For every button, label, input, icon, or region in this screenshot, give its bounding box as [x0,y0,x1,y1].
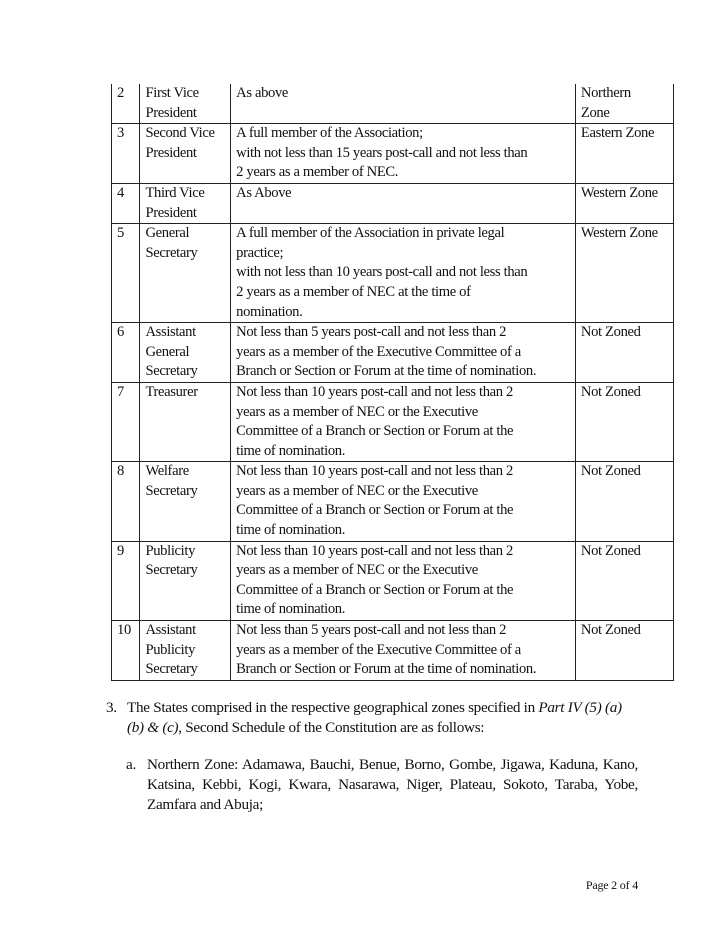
zone-cell [575,462,673,541]
zone-cell [575,541,673,620]
office-cell-line: Secretary [145,661,198,678]
northern-zone-states: Northern Zone: Adamawa, Bauchi, Benue, Borno, Gombe, Jigawa, Kaduna, Kano, Katsina, Kebbi, Kogi, Kwara, Nasarawa, Niger, Plateau, Sokoto, Taraba, Yobe, Zamfara and Abuja; [147,756,638,813]
row-number-cell: 6 [112,323,140,383]
table-row [112,462,674,541]
qualification-cell-line: with not less than 10 years post-call and not less than [236,264,528,281]
constitution-reference: Part IV (5) (a) [538,699,622,716]
row-number-cell: 5 [112,224,140,323]
zone-cell-line: Not Zoned [580,542,641,559]
list-item-text [127,698,646,738]
qualification-cell-line: time of nomination. [236,601,346,618]
zone-cell [575,183,673,223]
office-cell [140,621,231,681]
qualification-cell [231,84,576,124]
office-cell-line: Secretary [145,482,198,499]
office-cell [140,382,231,461]
row-number-cell: 2 [112,84,140,124]
qualification-cell-line: time of nomination. [236,522,346,539]
qualification-cell-line: Committee of a Branch or Section or Forum at the [236,423,514,440]
table-row [112,323,674,383]
qualification-cell-line: with not less than 15 years post-call and not less than [236,144,528,161]
office-qualification-table [111,84,674,681]
qualification-cell-line: Committee of a Branch or Section or Forum at the [236,581,514,598]
qualification-cell [231,323,576,383]
row-number-cell: 8 [112,462,140,541]
table-row [112,621,674,681]
office-cell [140,224,231,323]
table-row [112,224,674,323]
qualification-cell [231,541,576,620]
page-number: Page 2 of 4 [585,878,638,892]
qualification-cell [231,621,576,681]
zone-cell-line: Northern [580,85,631,101]
qualification-cell-line: time of nomination. [236,442,346,459]
qualification-cell-line: A full member of the Association; [236,125,423,142]
office-cell [140,323,231,383]
qualification-cell-line: Not less than 10 years post-call and not less than 2 [236,383,514,400]
office-cell-line: Secretary [145,562,198,579]
table-body [112,84,674,680]
row-number-cell: 9 [112,541,140,620]
qualification-cell-line: 2 years as a member of NEC at the time of [236,283,471,300]
qualification-cell-line: years as a member of NEC or the Executive [236,482,478,499]
zone-cell-line: Not Zoned [580,383,641,400]
office-cell-line: President [145,104,197,121]
qualification-cell [231,183,576,223]
office-cell-line: Publicity [145,542,196,559]
qualification-cell-line: Committee of a Branch or Section or Forum at the [236,502,514,519]
qualification-cell-line: years as a member of the Executive Committee of a [236,641,521,658]
office-cell-line: Secretary [145,244,198,261]
table-row [112,382,674,461]
office-cell [140,84,231,124]
item3-line-1: The States comprised in the respective geographical zones specified in Part IV (5) (a) [127,699,622,716]
zone-cell-line: Not Zoned [580,622,641,639]
office-cell-line: Treasurer [145,383,198,400]
zone-cell-line: Zone [580,104,610,121]
zone-cell [575,84,673,124]
qualification-cell-line: years as a member of NEC or the Executive [236,403,478,420]
zone-cell [575,382,673,461]
constitution-reference-cont: (b) & (c) [127,719,179,736]
office-cell-line: President [145,144,197,161]
table-row [112,124,674,184]
office-cell-line: Second Vice [145,125,215,142]
zone-cell-line: Not Zoned [580,463,641,480]
table-row [112,84,674,124]
list-item-3 [106,698,646,738]
office-cell-line: Third Vice [145,184,205,201]
sub-list-item-a [126,755,638,815]
list-marker: 3. [106,699,117,716]
office-cell-line: Publicity [145,641,196,658]
zone-cell [575,224,673,323]
qualification-cell-line: Not less than 10 years post-call and not less than 2 [236,542,514,559]
qualification-cell-line: 2 years as a member of NEC. [236,164,399,181]
office-cell-line: Secretary [145,363,198,380]
qualification-cell-line: A full member of the Association in private legal [236,225,505,242]
office-cell-line: Assistant [145,324,196,341]
office-cell [140,124,231,184]
qualification-cell-line: As above [236,85,289,101]
qualification-cell [231,224,576,323]
office-cell-line: General [145,343,190,360]
zone-cell [575,621,673,681]
office-cell-line: First Vice [145,85,199,101]
qualification-cell-line: practice; [236,244,284,261]
zone-cell-line: Eastern Zone [580,125,655,142]
office-cell-line: General [145,225,190,242]
qualification-cell-line: Branch or Section or Forum at the time of nomination. [236,363,537,380]
qualification-cell-line: nomination. [236,303,303,320]
qualification-cell-line: Not less than 5 years post-call and not less than 2 [236,324,507,341]
office-cell-line: President [145,204,197,221]
office-cell [140,462,231,541]
qualification-cell [231,462,576,541]
zone-cell [575,323,673,383]
zone-cell-line: Western Zone [580,184,658,201]
row-number-cell: 7 [112,382,140,461]
zone-cell [575,124,673,184]
item3-line-2: (b) & (c), Second Schedule of the Constitution are as follows: [127,719,485,736]
qualification-cell-line: Not less than 10 years post-call and not less than 2 [236,463,514,480]
qualification-cell-line: Branch or Section or Forum at the time of nomination. [236,661,537,678]
zone-cell-line: Western Zone [580,225,658,242]
list-marker: a. [126,756,136,773]
qualification-cell-line: As Above [236,184,292,201]
row-number-cell: 10 [112,621,140,681]
office-cell-line: Welfare [145,463,189,480]
qualification-cell-line: years as a member of the Executive Committee of a [236,343,521,360]
qualification-cell-line: Not less than 5 years post-call and not less than 2 [236,622,507,639]
office-cell [140,541,231,620]
qualification-cell [231,124,576,184]
office-cell-line: Assistant [145,622,196,639]
row-number-cell: 3 [112,124,140,184]
qualification-cell [231,382,576,461]
zone-cell-line: Not Zoned [580,324,641,341]
row-number-cell: 4 [112,183,140,223]
qualification-cell-line: years as a member of NEC or the Executive [236,562,478,579]
office-cell [140,183,231,223]
table-row [112,183,674,223]
table-row [112,541,674,620]
